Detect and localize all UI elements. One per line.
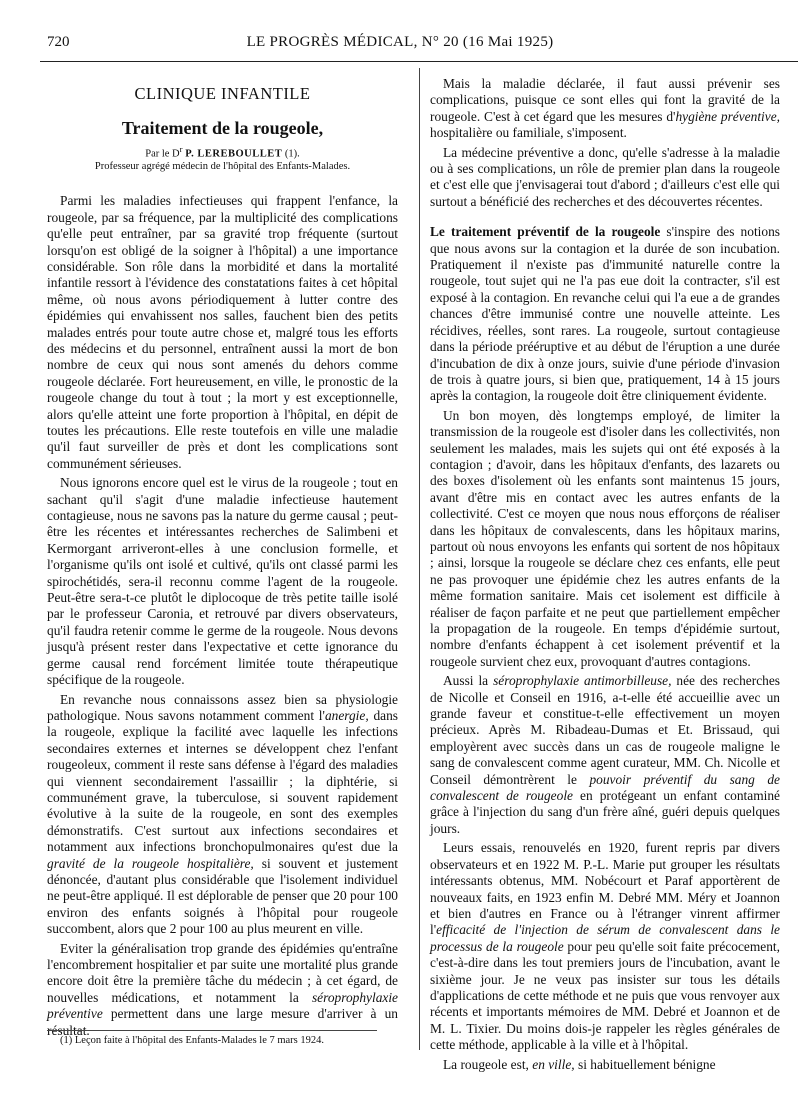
author-name: P. LEREBOULLET xyxy=(185,148,283,160)
paragraph: Nous ignorons encore quel est le virus de la rougeole ; tout en sachant qu'il s'agit d'une maladie infectieuse hautement contagieuse, nous ne savons pas la nature du germe causal ; peut-être les récentes et intéressantes recherches de Salimbeni et Kermorgant arriveront-elles à une conclusion formelle, et l'organisme qu'ils ont isolé et cultivé, qu'ils ont classé parmi les spirochétidés, sera-il reconnu comme l'agent de la rougeole. Peut-être sera-t-ce plutôt le diplocoque de très petite taille isolé par le professeur Caronia, et retrouvé par divers observateurs, qu'il faudra retenir comme le germe de la rougeole. Nous devons jusqu'à présent rester dans l'expectative et cette ignorance du germe causal rend forcément limitée toute thérapeutique spécifique de la rougeole. xyxy=(47,475,398,688)
paragraph: Un bon moyen, dès longtemps employé, de limiter la transmission de la rougeole est d'isoler dans les collectivités, non seulement les malades, mais les sujets qui ont été exposés à la contagion ; d'avoir, dans les hôpitaux d'enfants, des lazarets ou des boxes d'isolement où les enfants sont maintenus 15 jours, avant d'être mis en contact avec les autres enfants de la collectivité. C'est ce moyen que nous nous efforçons de réaliser dans les hôpitaux de convalescents, dans les hôpitaux marins, partout où nous envoyons les enfants qui sortent de nos hôpitaux ; ainsi, lorsque la rougeole se déclare chez ces enfants, elle peut ne pas provoquer une épidémie chez les autres enfants de la même formation sanitaire. Mais cet isolement est difficile à réaliser de façon parfaite et ne peut que partiellement empêcher la propagation de la rougeole. En temps d'épidémie surtout, nombre d'enfants échappent à cet isolement préventif et la rougeole survient chez eux, provoquant d'autres contagions. xyxy=(430,407,780,669)
byline-prefix: Par le D xyxy=(145,148,180,160)
paragraph: En revanche nous connaissons assez bien sa physiologie pathologique. Nous savons notamment comment l'anergie, dans la rougeole, explique la facilité avec laquelle les infections secondaires externes et internes se développent chez l'enfant rougeoleux, comment il reste sans défense à l'égard des maladies qui viennent secondairement l'assaillir ; la diphtérie, si communément grave, la tuberculose, si souvent rapidement évolutive à la suite de la rougeole, en sont des exemples démonstratifs. C'est surtout aux infections secondaires et notamment aux infections bronchopulmonaires qu'est due la gravité de la rougeole hospitalière, si souvent et justement dénoncée, d'autant plus considérable que l'isolement individuel ne peut-être appliqué. Il est déplorable de penser que 20 pour 100 environ des enfants soignés à l'hôpital pour rougeole succombent, alors que 2 pour 100 au plus meurent en ville. xyxy=(47,691,399,937)
paragraph: Eviter la généralisation trop grande des épidémies qu'entraîne l'encombrement hospitalier et par suite une mortalité plus grande encore doit être la première tâche du médecin ; à cet égard, de nouvelles médications, et notamment la séroprophylaxie préventive permettent dans une large mesure d'arriver à un résultat. xyxy=(47,940,398,1038)
footnote-ref: (1). xyxy=(284,148,300,160)
paragraph: Le traitement préventif de la rougeole s'inspire des notions que nous avons sur la contagion et la durée de son incubation. Pratiquement il n'existe pas d'immunité naturelle contre la rougeole, tout sujet qui ne l'a pas eue doit la contracter, s'il est exposé à la contagion. En revanche celui qui l'a eue a de grandes chances d'être immunisé contre une nouvelle atteinte. Les récidives, réelles, sont rares. La rougeole, surtout contagieuse dans la période prééruptive et au début de l'éruption a une durée d'incubation de dix à onze jours, suivie d'une période d'invasion de trois à quatre jours, si bien que, pratiquement, 14 à 15 jours après la contagion, la rougeole doit être cliniquement évidente. xyxy=(430,224,780,404)
right-column xyxy=(430,76,780,1076)
byline-sup: r xyxy=(179,143,183,154)
paragraph: Mais la maladie déclarée, il faut aussi prévenir ses complications, puisque ce sont elles qui font la gravité de la rougeole. C'est à cet égard que les mesures d'hygiène préventive, hospitalière ou familiale, s'imposent. xyxy=(430,76,780,141)
author-affiliation: Professeur agrégé médecin de l'hôpital des Enfants-Malades. xyxy=(94,161,351,173)
section-lead: Le traitement préventif de la rougeole xyxy=(430,224,661,240)
paragraph: Leurs essais, renouvelés en 1920, furent repris par divers observateurs et en 1922 M. P.-L. Marie put grouper les résultats intéressants obtenus, MM. Nobécourt et Paraf apportèrent de nouveaux faits, en 1923 enfin M. Debré MM. Méry et Joannon et bien d'autres en France ou à l'étranger vinrent affirmer l'efficacité de l'injection de sérum de convalescent dans le processus de la rougeole pour peu qu'elle soit faite précocement, c'est-à-dire dans les tout premiers jours de l'incubation, avant le sixième jour. Je ne veux pas insister sur tous les détails d'applications de cette méthode et ne puis que vous renvoyer aux récents et importants mémoires de MM. Debré et Joannon et de M. L. Tixier. Du moins dois-je rappeler les règles générales de cette méthode, applicable à la ville et à l'hôpital. xyxy=(430,840,780,1053)
article-title: Traitement de la rougeole, xyxy=(121,118,324,139)
header-rule xyxy=(40,61,798,62)
section-title: CLINIQUE INFANTILE xyxy=(134,84,311,103)
running-head: LE PROGRÈS MÉDICAL, N° 20 (16 Mai 1925) xyxy=(246,34,554,50)
footnote-rule xyxy=(47,1030,377,1031)
footnote: (1) Leçon faite à l'hôpital des Enfants-Malades le 7 mars 1924. xyxy=(60,1035,325,1046)
paragraph: Parmi les maladies infectieuses qui frappent l'enfance, la rougeole, par sa fréquence, par la multiplicité des complications qu'elle peut entraîner, par sa gravité trop fréquente (surtout lorsqu'on est obligé de la soigner à l'hôpital) a une importance considérable. Son rôle dans la morbidité et dans la mortalité infantile ressort à l'évidence des constatations faites à cet hôpital même, où nous avons périodiquement à lutter contre des épidémies qui envahissent nos salles, fauchent bien des petits malades entrés pour toute autre chose et, malgré tous les efforts des médecins et du personnel, entraînent aussi la mort de bon nombre de ceux qui nous sont amenés du dehors comme rougeole déclarée. Fort heureusement, en ville, le pronostic de la rougeole change du tout à tout ; la mort y est exceptionnelle, alors qu'elle atteint une forte proportion à l'hôpital, en dépit de toutes les précautions. Elle reste toutefois en ville une maladie qu'il faut surveiller de près et dont les complications sont communément sérieuses. xyxy=(47,193,398,471)
paragraph: La médecine préventive a donc, qu'elle s'adresse à la maladie ou à ses complications, un rôle de premier plan dans la rougeole et c'est elle que j'envisagerai tout d'abord ; d'ailleurs c'est elle qui surtout a bénéficié des recherches et des découvertes récentes. xyxy=(430,144,780,209)
left-column xyxy=(47,72,398,1042)
byline xyxy=(47,143,398,161)
page-header xyxy=(0,34,800,56)
paragraph: Aussi la séroprophylaxie antimorbilleuse, née des recherches de Nicolle et Conseil en 1916, a-t-elle été accueillie avec un grande faveur et constitue-t-elle effectivement un moyen précieux. Après M. Ribadeau-Dumas et Et. Brissaud, qui employèrent avec succès dans un cas de rougeole maligne le sang de convalescent comme agent curateur, MM. Ch. Nicolle et Conseil démontrèrent le pouvoir préventif du sang de convalescent de rougeole en protégeant un enfant contaminé grâce à l'injection du sang d'un frère aîné, guéri depuis quelques jours. xyxy=(430,673,780,836)
column-rule xyxy=(419,68,420,1050)
paragraph: La rougeole est, en ville, si habituellement bénigne xyxy=(443,1056,716,1072)
page-number: 720 xyxy=(47,34,70,50)
